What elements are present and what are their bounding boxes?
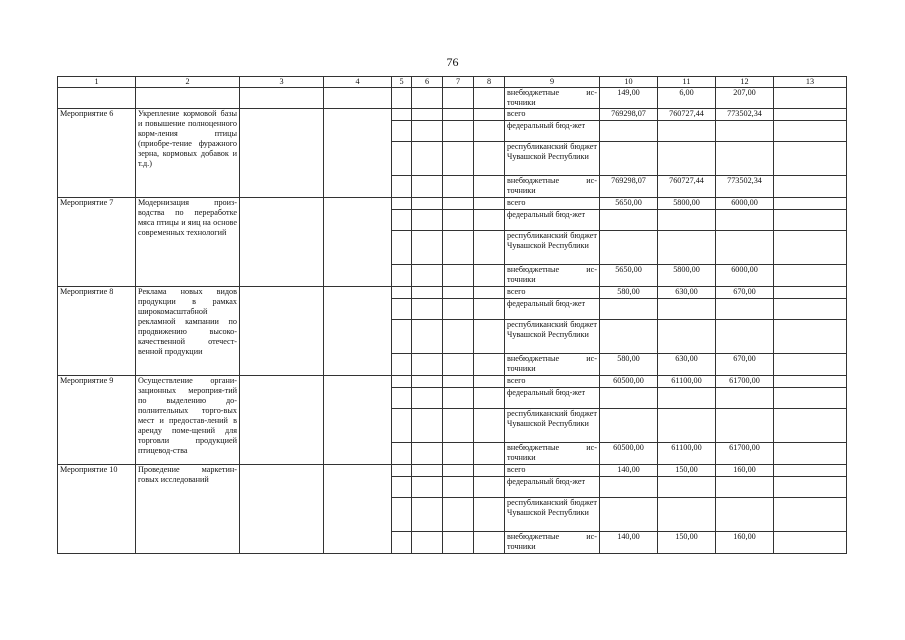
code-cell bbox=[443, 320, 474, 354]
funding-source: всего bbox=[505, 287, 600, 299]
amount-cell: 160,00 bbox=[716, 465, 774, 477]
amount-cell bbox=[658, 477, 716, 498]
amount-cell: 670,00 bbox=[716, 354, 774, 376]
activity-label: Мероприятие 8 bbox=[58, 287, 136, 376]
funding-source: федеральный бюд-жет bbox=[505, 210, 600, 231]
amount-cell bbox=[600, 320, 658, 354]
amount-cell bbox=[716, 231, 774, 265]
executor-cell bbox=[240, 465, 324, 554]
code-cell bbox=[474, 498, 505, 532]
page-number: 76 bbox=[446, 55, 459, 69]
empty-cell bbox=[240, 88, 324, 109]
code-cell bbox=[412, 299, 443, 320]
empty-cell bbox=[136, 88, 240, 109]
activity-name: Модернизация произ-водства по переработке мяса птицы и яиц на основе современных технологий bbox=[136, 198, 240, 287]
amount-cell: 140,00 bbox=[600, 465, 658, 477]
amount-cell bbox=[716, 409, 774, 443]
amount-cell bbox=[658, 142, 716, 176]
activity-label: Мероприятие 6 bbox=[58, 109, 136, 198]
column-number: 10 bbox=[600, 77, 658, 88]
code-cell bbox=[474, 477, 505, 498]
code-cell bbox=[443, 388, 474, 409]
column-number: 8 bbox=[474, 77, 505, 88]
funding-source: федеральный бюд-жет bbox=[505, 121, 600, 142]
funding-source: внебюджетные ис-точники bbox=[505, 443, 600, 465]
funding-source: всего bbox=[505, 109, 600, 121]
amount-cell: 6000,00 bbox=[716, 198, 774, 210]
note-cell bbox=[774, 88, 847, 109]
funding-source: внебюджетные ис-точники bbox=[505, 88, 600, 109]
amount-cell: 760727,44 bbox=[658, 109, 716, 121]
column-number: 6 bbox=[412, 77, 443, 88]
code-cell bbox=[412, 532, 443, 554]
table-row bbox=[58, 376, 847, 388]
column-number: 11 bbox=[658, 77, 716, 88]
code-cell bbox=[474, 320, 505, 354]
note-cell bbox=[774, 409, 847, 443]
column-number: 7 bbox=[443, 77, 474, 88]
code-cell bbox=[443, 465, 474, 477]
code-cell bbox=[412, 443, 443, 465]
code-cell bbox=[392, 354, 412, 376]
code-cell bbox=[412, 176, 443, 198]
note-cell bbox=[774, 176, 847, 198]
code-cell bbox=[412, 121, 443, 142]
code-cell bbox=[392, 121, 412, 142]
code-cell bbox=[443, 532, 474, 554]
funding-source: всего bbox=[505, 376, 600, 388]
amount-cell bbox=[600, 409, 658, 443]
amount-cell: 5800,00 bbox=[658, 265, 716, 287]
code-cell bbox=[392, 287, 412, 299]
note-cell bbox=[774, 265, 847, 287]
note-cell bbox=[774, 109, 847, 121]
table-body bbox=[58, 77, 847, 554]
amount-cell: 5800,00 bbox=[658, 198, 716, 210]
code-cell bbox=[392, 443, 412, 465]
code-cell bbox=[474, 198, 505, 210]
amount-cell bbox=[600, 477, 658, 498]
note-cell bbox=[774, 210, 847, 231]
code-cell bbox=[392, 409, 412, 443]
table-row bbox=[58, 465, 847, 477]
activity-name: Осуществление органи-зационных мероприя-тий по выделению до-полнительных торго-вых мест и предостав-лений в аренду поме-щений для торговли продукцией птицевод-ства bbox=[136, 376, 240, 465]
amount-cell: 773502,34 bbox=[716, 109, 774, 121]
note-cell bbox=[774, 142, 847, 176]
note-cell bbox=[774, 498, 847, 532]
code-cell bbox=[412, 210, 443, 231]
code-cell bbox=[474, 109, 505, 121]
code-cell bbox=[443, 231, 474, 265]
note-cell bbox=[774, 465, 847, 477]
column-number: 3 bbox=[240, 77, 324, 88]
code-cell bbox=[392, 477, 412, 498]
empty-cell bbox=[324, 88, 392, 109]
executor-cell bbox=[240, 376, 324, 465]
program-activities-table bbox=[57, 76, 847, 554]
funding-source: республиканский бюджет Чувашской Республики bbox=[505, 498, 600, 532]
code-cell bbox=[474, 388, 505, 409]
code-cell bbox=[443, 477, 474, 498]
column-number: 12 bbox=[716, 77, 774, 88]
amount-cell bbox=[600, 210, 658, 231]
empty-cell bbox=[443, 88, 474, 109]
amount-cell bbox=[716, 388, 774, 409]
empty-cell bbox=[58, 88, 136, 109]
amount-cell: 207,00 bbox=[716, 88, 774, 109]
code-cell bbox=[392, 376, 412, 388]
amount-cell bbox=[716, 498, 774, 532]
amount-cell: 5650,00 bbox=[600, 265, 658, 287]
amount-cell bbox=[658, 121, 716, 142]
activity-name: Реклама новых видов продукции в рамках широкомасштабной рекламной кампании по продвижению высоко-качественной отечест-венной продукции bbox=[136, 287, 240, 376]
amount-cell: 580,00 bbox=[600, 354, 658, 376]
code-cell bbox=[474, 265, 505, 287]
code-cell bbox=[443, 142, 474, 176]
column-number: 2 bbox=[136, 77, 240, 88]
amount-cell: 773502,34 bbox=[716, 176, 774, 198]
activity-label: Мероприятие 10 bbox=[58, 465, 136, 554]
code-cell bbox=[443, 109, 474, 121]
code-cell bbox=[443, 265, 474, 287]
column-number: 13 bbox=[774, 77, 847, 88]
period-cell bbox=[324, 465, 392, 554]
code-cell bbox=[474, 443, 505, 465]
activity-name: Проведение маркетин-говых исследований bbox=[136, 465, 240, 554]
code-cell bbox=[474, 299, 505, 320]
code-cell bbox=[443, 443, 474, 465]
funding-source: федеральный бюд-жет bbox=[505, 388, 600, 409]
table-row bbox=[58, 287, 847, 299]
code-cell bbox=[392, 142, 412, 176]
note-cell bbox=[774, 320, 847, 354]
code-cell bbox=[474, 210, 505, 231]
amount-cell: 760727,44 bbox=[658, 176, 716, 198]
amount-cell bbox=[658, 231, 716, 265]
code-cell bbox=[392, 465, 412, 477]
code-cell bbox=[392, 299, 412, 320]
code-cell bbox=[443, 287, 474, 299]
table-row bbox=[58, 198, 847, 210]
amount-cell: 61100,00 bbox=[658, 443, 716, 465]
code-cell bbox=[412, 477, 443, 498]
amount-cell bbox=[716, 299, 774, 320]
code-cell bbox=[412, 354, 443, 376]
funding-source: всего bbox=[505, 465, 600, 477]
amount-cell: 6,00 bbox=[658, 88, 716, 109]
amount-cell bbox=[658, 320, 716, 354]
code-cell bbox=[392, 198, 412, 210]
code-cell bbox=[474, 354, 505, 376]
code-cell bbox=[412, 109, 443, 121]
amount-cell bbox=[658, 299, 716, 320]
amount-cell bbox=[600, 121, 658, 142]
code-cell bbox=[392, 109, 412, 121]
code-cell bbox=[443, 198, 474, 210]
amount-cell: 60500,00 bbox=[600, 443, 658, 465]
amount-cell: 630,00 bbox=[658, 354, 716, 376]
funding-source: федеральный бюд-жет bbox=[505, 299, 600, 320]
amount-cell bbox=[658, 498, 716, 532]
code-cell bbox=[474, 465, 505, 477]
code-cell bbox=[392, 320, 412, 354]
code-cell bbox=[412, 409, 443, 443]
executor-cell bbox=[240, 198, 324, 287]
amount-cell: 769298,07 bbox=[600, 109, 658, 121]
funding-source: внебюджетные ис-точники bbox=[505, 354, 600, 376]
funding-source: внебюджетные ис-точники bbox=[505, 176, 600, 198]
amount-cell: 769298,07 bbox=[600, 176, 658, 198]
note-cell bbox=[774, 299, 847, 320]
note-cell bbox=[774, 532, 847, 554]
code-cell bbox=[474, 532, 505, 554]
executor-cell bbox=[240, 287, 324, 376]
code-cell bbox=[443, 210, 474, 231]
funding-source: внебюджетные ис-точники bbox=[505, 265, 600, 287]
funding-source: внебюджетные ис-точники bbox=[505, 532, 600, 554]
amount-cell bbox=[600, 231, 658, 265]
funding-source: республиканский бюджет Чувашской Республики bbox=[505, 231, 600, 265]
note-cell bbox=[774, 198, 847, 210]
code-cell bbox=[443, 376, 474, 388]
period-cell bbox=[324, 198, 392, 287]
code-cell bbox=[443, 121, 474, 142]
note-cell bbox=[774, 443, 847, 465]
table-row bbox=[58, 109, 847, 121]
amount-cell: 60500,00 bbox=[600, 376, 658, 388]
funding-source: республиканский бюджет Чувашской Республики bbox=[505, 409, 600, 443]
amount-cell bbox=[716, 210, 774, 231]
period-cell bbox=[324, 287, 392, 376]
column-number: 9 bbox=[505, 77, 600, 88]
code-cell bbox=[443, 354, 474, 376]
amount-cell: 150,00 bbox=[658, 532, 716, 554]
code-cell bbox=[412, 231, 443, 265]
code-cell bbox=[474, 176, 505, 198]
column-number: 5 bbox=[392, 77, 412, 88]
funding-source: федеральный бюд-жет bbox=[505, 477, 600, 498]
column-number-row bbox=[58, 77, 847, 88]
period-cell bbox=[324, 109, 392, 198]
code-cell bbox=[474, 287, 505, 299]
amount-cell bbox=[658, 409, 716, 443]
amount-cell: 61700,00 bbox=[716, 443, 774, 465]
note-cell bbox=[774, 477, 847, 498]
code-cell bbox=[412, 265, 443, 287]
amount-cell: 6000,00 bbox=[716, 265, 774, 287]
note-cell bbox=[774, 388, 847, 409]
activity-label: Мероприятие 7 bbox=[58, 198, 136, 287]
code-cell bbox=[412, 498, 443, 532]
amount-cell: 150,00 bbox=[658, 465, 716, 477]
amount-cell bbox=[716, 477, 774, 498]
amount-cell bbox=[658, 210, 716, 231]
amount-cell bbox=[716, 142, 774, 176]
table-row bbox=[58, 88, 847, 109]
code-cell bbox=[474, 231, 505, 265]
amount-cell: 149,00 bbox=[600, 88, 658, 109]
code-cell bbox=[443, 498, 474, 532]
code-cell bbox=[412, 388, 443, 409]
amount-cell bbox=[600, 498, 658, 532]
amount-cell bbox=[600, 299, 658, 320]
code-cell bbox=[474, 121, 505, 142]
code-cell bbox=[443, 409, 474, 443]
funding-source: всего bbox=[505, 198, 600, 210]
amount-cell bbox=[600, 142, 658, 176]
code-cell bbox=[392, 210, 412, 231]
code-cell bbox=[392, 388, 412, 409]
code-cell bbox=[443, 176, 474, 198]
amount-cell: 140,00 bbox=[600, 532, 658, 554]
amount-cell: 670,00 bbox=[716, 287, 774, 299]
activity-name: Укрепление кормовой базы и повышение полноценного корм-ления птицы (приобре-тение фуражного зерна, кормовых добавок и т.д.) bbox=[136, 109, 240, 198]
amount-cell bbox=[716, 320, 774, 354]
code-cell bbox=[412, 376, 443, 388]
code-cell bbox=[412, 465, 443, 477]
activity-label: Мероприятие 9 bbox=[58, 376, 136, 465]
code-cell bbox=[392, 176, 412, 198]
amount-cell: 630,00 bbox=[658, 287, 716, 299]
period-cell bbox=[324, 376, 392, 465]
code-cell bbox=[392, 231, 412, 265]
amount-cell: 580,00 bbox=[600, 287, 658, 299]
amount-cell bbox=[600, 388, 658, 409]
note-cell bbox=[774, 354, 847, 376]
funding-source: республиканский бюджет Чувашской Республики bbox=[505, 142, 600, 176]
code-cell bbox=[412, 198, 443, 210]
code-cell bbox=[474, 376, 505, 388]
funding-source: республиканский бюджет Чувашской Республики bbox=[505, 320, 600, 354]
column-number: 4 bbox=[324, 77, 392, 88]
code-cell bbox=[443, 299, 474, 320]
code-cell bbox=[392, 498, 412, 532]
code-cell bbox=[392, 265, 412, 287]
code-cell bbox=[392, 532, 412, 554]
amount-cell: 160,00 bbox=[716, 532, 774, 554]
empty-cell bbox=[412, 88, 443, 109]
amount-cell: 61100,00 bbox=[658, 376, 716, 388]
note-cell bbox=[774, 231, 847, 265]
note-cell bbox=[774, 121, 847, 142]
note-cell bbox=[774, 376, 847, 388]
amount-cell: 61700,00 bbox=[716, 376, 774, 388]
note-cell bbox=[774, 287, 847, 299]
column-number: 1 bbox=[58, 77, 136, 88]
amount-cell bbox=[658, 388, 716, 409]
amount-cell bbox=[716, 121, 774, 142]
empty-cell bbox=[474, 88, 505, 109]
code-cell bbox=[412, 287, 443, 299]
executor-cell bbox=[240, 109, 324, 198]
code-cell bbox=[412, 142, 443, 176]
empty-cell bbox=[392, 88, 412, 109]
code-cell bbox=[474, 142, 505, 176]
amount-cell: 5650,00 bbox=[600, 198, 658, 210]
code-cell bbox=[474, 409, 505, 443]
code-cell bbox=[412, 320, 443, 354]
